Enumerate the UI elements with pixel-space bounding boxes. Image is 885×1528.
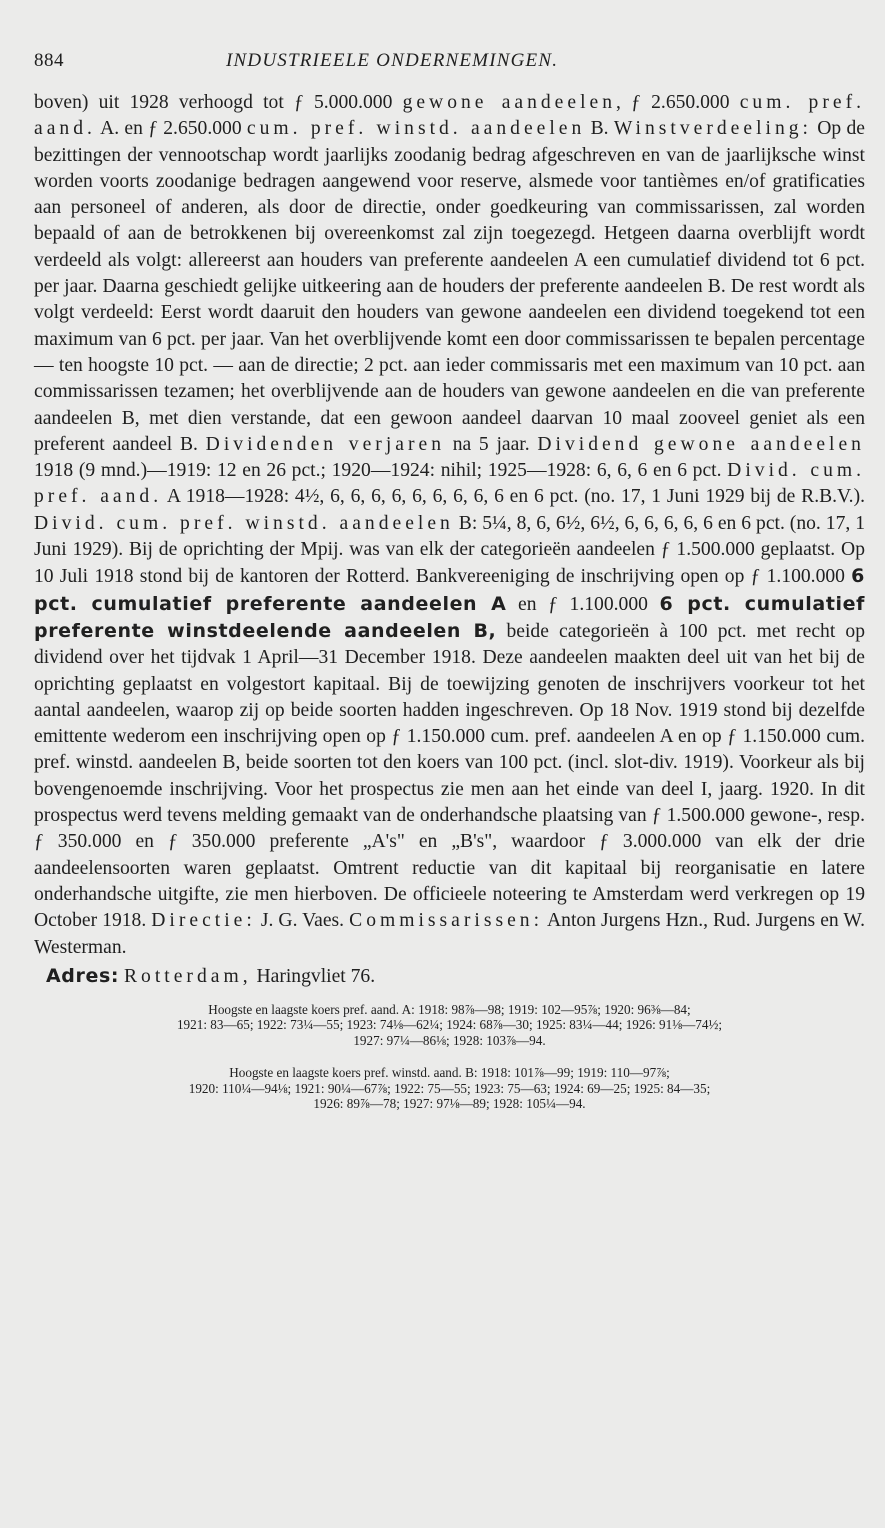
spaced-term: cum. pref. aand.	[34, 92, 865, 140]
bold-issue-a: 6 pct. cumulatief preferente aandeelen A	[34, 565, 865, 615]
quotes-line: 1921: 83—65; 1922: 73¼—55; 1923: 74⅛—62¼; 1924: 68⅞—30; 1925: 83¼—44; 1926: 91⅛—74½;	[176, 1017, 723, 1033]
text-run: Anton Jurgens Hzn., Rud. Jurgens en W. Westerman.	[34, 910, 865, 958]
spaced-heading-dividenden: Dividenden verjaren	[205, 433, 445, 455]
spaced-term: gewone aandeelen	[402, 92, 617, 113]
text-run: 1918 (9 mnd.)—1919: 12 en 26 pct.; 1920—1924: nihil; 1925—1928: 6, 6, 6 en 6 pct.	[34, 460, 728, 482]
running-header	[34, 50, 865, 90]
spaced-heading-directie: Directie:	[151, 910, 256, 932]
price-quotes	[34, 1002, 865, 1112]
address-street: Haringvliet 76.	[251, 965, 376, 987]
address-line	[34, 963, 865, 990]
body-paragraph	[34, 90, 865, 961]
text-run: , ƒ 2.650.000	[616, 92, 740, 113]
text-run: Op de bezittingen der vennootschap wordt jaarlijks zoodanig bedrag afgeschreven en van de jaarlijksche winst worden voorts zoodanige bedragen aangewend voor reserve, alsmede voor tantièmes en/of gratificaties aan personeel of anderen, als door de directie, onder goedkeuring van commissarissen, zal worden bepaald of aan de betrokkenen bij overeenkomst zal zijn toegezegd. Hetgeen daarna overblijft wordt verdeeld als volgt: allereerst aan houders van preferente aandeelen A een cumulatief dividend tot 6 pct. per jaar. Daarna geschiedt gelijke uitkeering aan de houders der preferente aandeelen B. De rest wordt als volgt verdeeld: Eerst wordt daaruit den houders van gewone aandeelen een dividend toegekend tot een maximum van 6 pct. per jaar. Van het overblijvende komt een door commissarissen te bepalen percentage — ten hoogste 10 pct. — aan de directie; 2 pct. aan ieder commissaris met een maximum van 10 pct. aan commissarissen tezamen; het overblijvende aan de houders van gewone aandeelen en die van preferente aandeelen B, met dien verstande, dat een gewoon aandeel daarvan 10 maal zooveel geniet als een preferent aandeel B.	[34, 118, 865, 455]
quotes-line: Hoogste en laagste koers pref. winstd. aand. B: 1918: 101⅞—99; 1919: 110—97⅞;	[229, 1065, 670, 1081]
quotes-pref-a	[34, 1002, 865, 1049]
quotes-line: 1920: 110¼—94⅛; 1921: 90¼—67⅞; 1922: 75—55; 1923: 75—63; 1924: 69—25; 1925: 84—35;	[188, 1080, 711, 1096]
text-run: A 1918—1928: 4½, 6, 6, 6, 6, 6, 6, 6, 6, 6 en 6 pct. (no. 17, 1 Juni 1929 bij de R.B.V.).	[162, 486, 866, 508]
bold-issue-b: 6 pct. cumulatief preferente winstdeelende aandeelen B,	[34, 592, 865, 642]
text-run: B.	[585, 118, 614, 140]
spaced-heading-dividend-gewone: Dividend gewone aandeelen	[537, 433, 865, 455]
text-run: B: 5¼, 8, 6, 6½, 6½, 6, 6, 6, 6, 6 en 6 pct. (no. 17, 1 Juni 1929). Bij de oprichting der Mpij. was van elk der categorieën aandeelen ƒ 1.500.000 geplaatst. Op 10 Juli 1918 stond bij de kantoren der Rotterd. Bankvereeniging de inschrijving open op ƒ 1.100.000	[34, 512, 866, 588]
text-run: A. en ƒ 2.650.000	[95, 118, 247, 140]
spaced-heading-winstverdeeling: Winstverdeeling:	[613, 118, 812, 140]
spaced-heading-divid-pref-b: Divid. cum. pref. winstd. aandeelen	[34, 512, 454, 534]
address-label: Adres:	[46, 964, 120, 987]
address-city: Rotterdam,	[123, 965, 252, 987]
running-title: INDUSTRIEELE ONDERNEMINGEN.	[226, 50, 559, 71]
text-run: J. G. Vaes.	[255, 910, 350, 932]
page-number: 884	[34, 50, 64, 71]
text-run: boven) uit 1928 verhoogd tot	[34, 92, 294, 113]
spaced-heading-divid-pref-a: Divid. cum. pref. aand.	[34, 460, 866, 508]
text-run: beide categorieën à 100 pct. met recht op dividend over het tijdvak 1 April—31 December 1918. Deze aandeelen maakten deel uit van het bij de oprichting geplaatst en volgestort kapitaal. Bij de toewijzing genoten de inschrijvers voorkeur tot het aantal aandeelen, waarop zij op beide soorten hadden ingeschreven. Op 18 Nov. 1919 stond bij dezelfde emittente wederom een inschrijving open op ƒ 1.150.000 cum. pref. aandeelen A en op ƒ 1.150.000 cum. pref. winstd. aandeelen B, beide soorten tot den koers van 100 pct. (incl. slot-div. 1919). Voorkeur als bij bovengenoemde inschrijving. Voor het prospectus zie men aan het einde van deel I, jaarg. 1920. In dit prospectus werd tevens melding gemaakt van de onderhandsche plaatsing van ƒ 1.500.000 gewone-, resp. ƒ 350.000 en ƒ 350.000 preferente „A's" en „B's", waardoor ƒ 3.000.000 van elk der drie aandeelensoorten waren geplaatst. Omtrent reductie van dit kapitaal bij reorganisatie en latere onderhandsche uitgifte, zie men hierboven. De officieele noteering te Amsterdam werd verkregen op 19 October 1918.	[34, 620, 865, 932]
text-run: ƒ 5.000.000	[293, 92, 403, 113]
text-run: na 5 jaar.	[445, 433, 538, 455]
quotes-pref-b	[34, 1065, 865, 1112]
quotes-line: Hoogste en laagste koers pref. aand. A: 1918: 98⅞—98; 1919: 102—95⅞; 1920: 96⅜—84;	[208, 1001, 691, 1017]
quotes-line: 1927: 97¼—86⅛; 1928: 103⅞—94.	[353, 1032, 546, 1048]
spaced-heading-commissarissen: Commissarissen:	[349, 910, 544, 932]
spaced-term: cum. pref. winstd. aandeelen	[246, 118, 586, 140]
text-run: en ƒ 1.100.000	[506, 593, 660, 615]
quotes-line: 1926: 89⅞—78; 1927: 97⅛—89; 1928: 105¼—94.	[313, 1096, 586, 1112]
